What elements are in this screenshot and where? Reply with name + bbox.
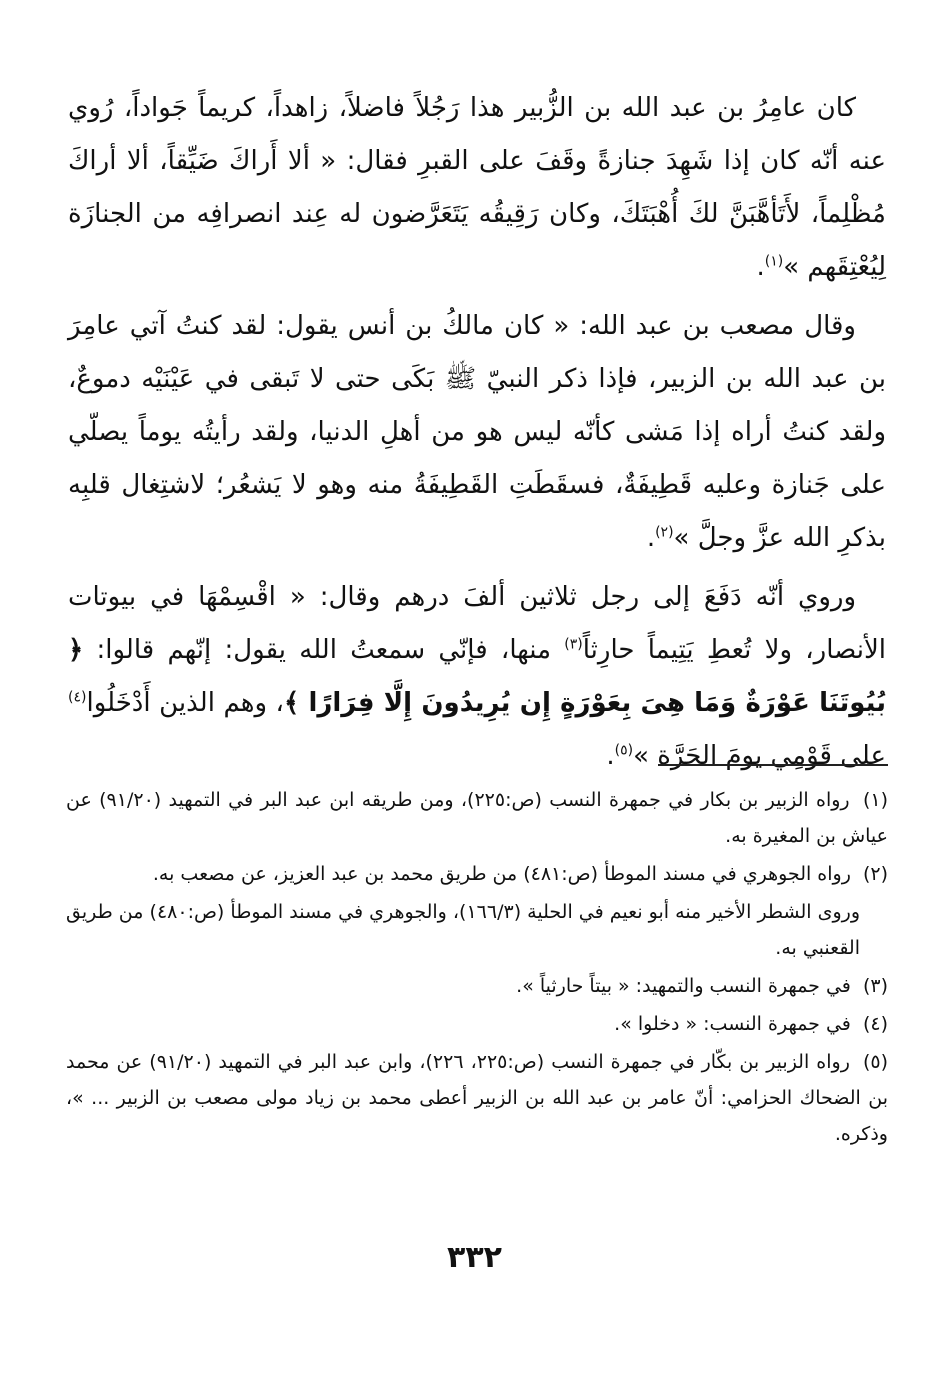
paragraph-3-end: . — [606, 741, 615, 771]
paragraph-1-text: كان عامِرُ بن عبد الله بن الزُّبير هذا رَجُلاً فاضلاً، زاهداً، كريماً جَواداً، رُوي عنه أنّه كان إذا شَهِدَ جنازةً وقَفَ على القبرِ فقال: « ألا أَراكَ ضَيِّقاً، ألا أراكَ مُظْلِماً، لأَتَأهَّبَنَّ لكَ أُهْبَتَكَ، وكان رَقِيقُه يَتَعَرَّضون له عِند انصرافِه من الجنازَة لِيُعْتِقَهم » — [68, 93, 886, 282]
footnote-1 — [66, 782, 888, 854]
paragraph-3-part-c: ، وهم الذين أَدْخَلُوا — [86, 688, 284, 718]
footnote-2-text: رواه الجوهري في مسند الموطأ (ص:٤٨١) من طريق محمد بن عبد العزيز، عن مصعب به. — [152, 863, 851, 885]
footnote-1-number: (١) — [862, 789, 888, 811]
paragraph-3-part-d: على قَوْمِي يومَ الحَرَّة » — [633, 741, 886, 771]
paragraph-2 — [68, 300, 886, 565]
paragraph-3 — [68, 571, 886, 783]
footnote-4 — [66, 1006, 888, 1042]
paragraph-3-part-a: وروي أنّه دَفَعَ إلى رجل ثلاثين ألفَ درهم وقال: « اقْسِمْهَا في بيوتات الأنصار، ولا تُعطِ يَتِيماً حارِثاً — [68, 582, 886, 665]
quran-verse: ﴿ بُيُوتَنَا عَوْرَةٌ وَمَا هِىَ بِعَوْرَةٍ إِن يُرِيدُونَ إِلَّا فِرَارًا ﴾ — [68, 635, 886, 718]
footnote-4-number: (٤) — [862, 1013, 888, 1035]
footnote-2-number: (٢) — [862, 863, 888, 885]
footnote-4-text: في جمهرة النسب: « دخلوا ». — [614, 1013, 851, 1035]
footnote-1-text: رواه الزبير بن بكار في جمهرة النسب (ص:٢٢٥)، ومن طريقه ابن عبد البر في التمهيد (٩١/٢٠) عن عياش بن المغيرة به. — [66, 789, 888, 847]
footnote-3 — [66, 968, 888, 1004]
footnote-ref-1[interactable]: (١) — [764, 253, 784, 270]
paragraph-2-end: . — [646, 523, 656, 553]
footnote-ref-4[interactable]: (٤) — [68, 689, 87, 706]
footnotes-section — [66, 782, 888, 1154]
paragraph-1-end: . — [756, 252, 765, 282]
footnote-ref-3[interactable]: (٣) — [564, 636, 583, 653]
footnote-ref-2[interactable]: (٢) — [655, 524, 674, 541]
main-text — [68, 82, 886, 789]
paragraph-3-part-b: منها، فإنّي سمعتُ الله يقول: إنّهم قالوا: — [83, 635, 565, 665]
paragraph-2-text: وقال مصعب بن عبد الله: « كان مالكُ بن أنس يقول: لقد كنتُ آتي عامِرَ بن عبد الله بن الزبير، فإذا ذكر النبيّ ﷺ بَكَى حتى لا تَبقى في عَيْنَيْه دموعٌ، ولقد كنتُ أراه إذا مَشى كأنّه ليس هو من أهلِ الدنيا، ولقد رأيتُه يوماً يصلّي على جَنازة وعليه قَطِيفَةٌ، فسقَطَتِ القَطِيفَةُ منه وهو لا يَشعُر؛ لاشتِغال قلبِه بذكرِ الله عزَّ وجلَّ » — [68, 311, 886, 553]
footnote-2-continuation: وروى الشطر الأخير منه أبو نعيم في الحلية (١٦٦/٣)، والجوهري في مسند الموطأ (ص:٤٨٠) من طريق القعنبي به. — [66, 901, 860, 959]
paragraph-1 — [68, 82, 886, 294]
footnote-divider — [658, 764, 888, 766]
footnote-3-number: (٣) — [862, 975, 888, 997]
page-number: ٣٣٢ — [447, 1240, 502, 1275]
footnote-2 — [66, 856, 888, 892]
footnote-5-number: (٥) — [862, 1051, 889, 1073]
footnote-3-text: في جمهرة النسب والتمهيد: « بيتاً حارثياً ». — [516, 975, 851, 997]
footnote-5 — [66, 1044, 888, 1152]
footnote-5-text: رواه الزبير بن بكّار في جمهرة النسب (ص:٢٢٥، ٢٢٦)، وابن عبد البر في التمهيد (٩١/٢٠) عن محمد بن الضحاك الحزامي: أنّ عامر بن عبد الله بن الزبير أعطى محمد بن زياد مولى مصعب بن الزبير ... »، وذكره. — [66, 1051, 888, 1145]
footnote-ref-5[interactable]: (٥) — [614, 742, 634, 759]
